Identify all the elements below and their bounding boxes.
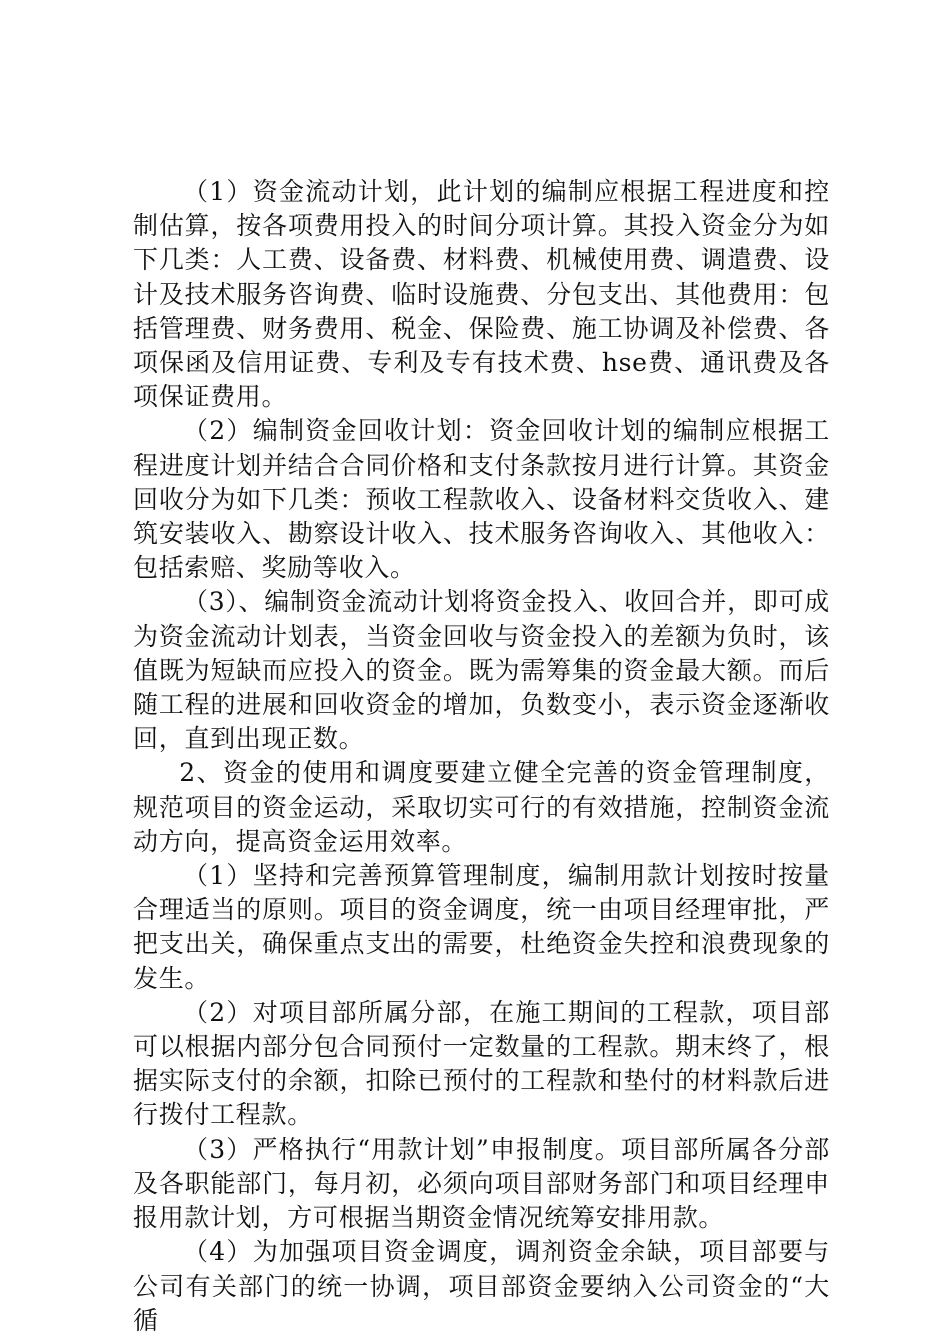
paragraph-fund-usage-scheduling: 2、资金的使用和调度要建立健全完善的资金管理制度，规范项目的资金运动，采取切实可行的有效措施，控制资金流动方向，提高资金运用效率。	[133, 758, 830, 856]
paragraph-fund-recovery-plan: （2）编制资金回收计划：资金回收计划的编制应根据工程进度计划并结合合同价格和支付条款按月进行计算。其资金回收分为如下几类：预收工程款收入、设备材料交货收入、建筑安装收入、勘察设计收入、技术服务咨询收入、其他收入：包括索赔、奖励等收入。	[133, 416, 830, 583]
document-body	[133, 175, 830, 1338]
paragraph-fund-scheduling: （4）为加强项目资金调度，调剂资金余缺，项目部要与公司有关部门的统一协调，项目部资金要纳入公司资金的“大循	[133, 1237, 830, 1335]
paragraph-payment-plan-reporting: （3）严格执行“用款计划”申报制度。项目部所属各分部及各职能部门，每月初，必须向项目部财务部门和项目经理申报用款计划，方可根据当期资金情况统筹安排用款。	[133, 1134, 830, 1233]
paragraph-subdivision-payment: （2）对项目部所属分部，在施工期间的工程款，项目部可以根据内部分包合同预付一定数量的工程款。期末终了，根据实际支付的余额，扣除已预付的工程款和垫付的材料款后进行拨付工程款。	[133, 997, 830, 1130]
paragraph-fund-flow-table: （3）、编制资金流动计划将资金投入、收回合并，即可成为资金流动计划表，当资金回收与资金投入的差额为负时，该值既为短缺而应投入的资金。既为需筹集的资金最大额。而后随工程的进展和回收资金的增加，负数变小，表示资金逐渐收回，直到出现正数。	[133, 587, 830, 754]
paragraph-fund-flow-plan: （1）资金流动计划，此计划的编制应根据工程进度和控制估算，按各项费用投入的时间分项计算。其投入资金分为如下几类：人工费、设备费、材料费、机械使用费、调遣费、设计及技术服务咨询费、临时设施费、分包支出、其他费用：包括管理费、财务费用、税金、保险费、施工协调及补偿费、各项保函及信用证费、专利及专有技术费、hse费、通讯费及各项保证费用。	[133, 177, 830, 412]
paragraph-budget-management: （1）坚持和完善预算管理制度，编制用款计划按时按量合理适当的原则。项目的资金调度，统一由项目经理审批，严把支出关，确保重点支出的需要，杜绝资金失控和浪费现象的发生。	[133, 861, 830, 993]
